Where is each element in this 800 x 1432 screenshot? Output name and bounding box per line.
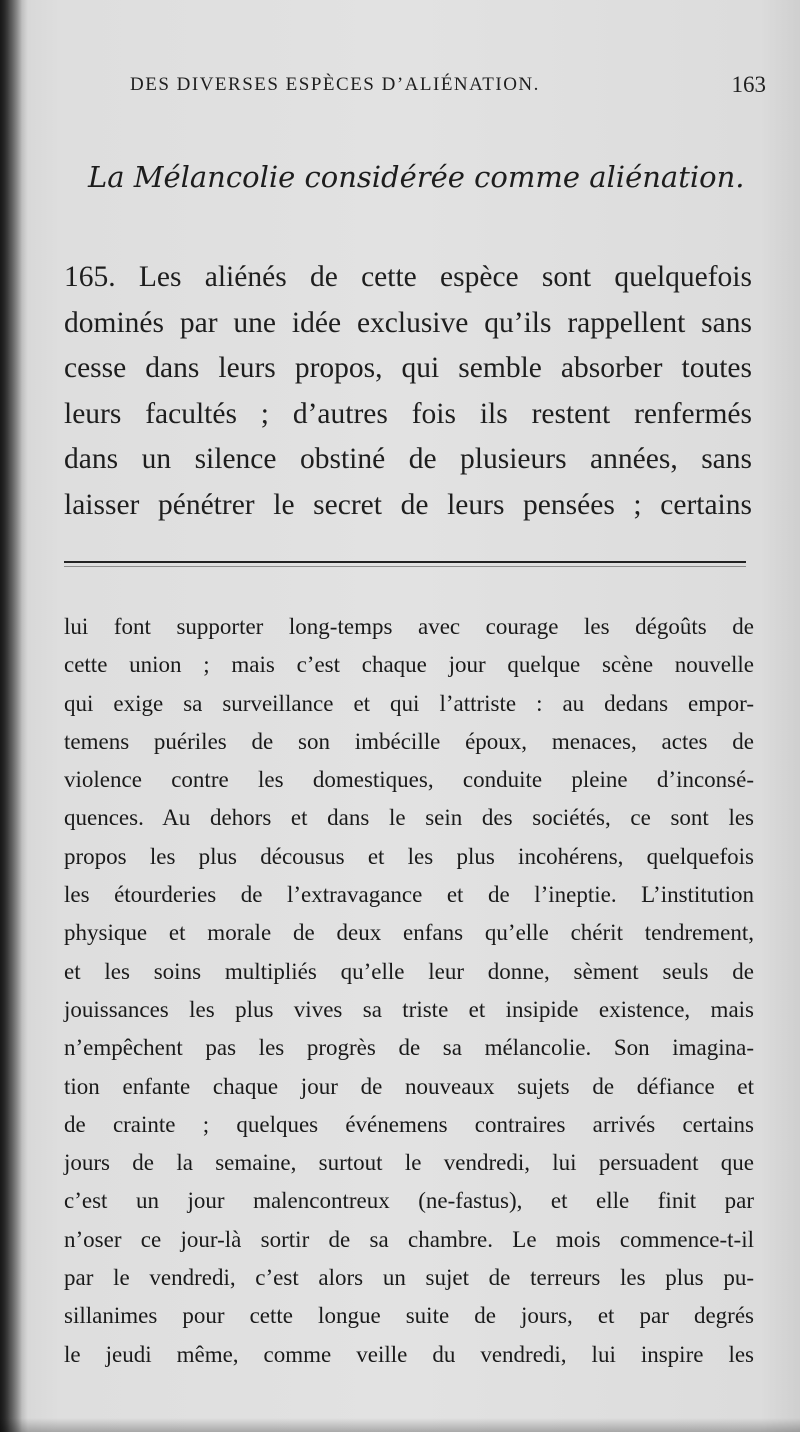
footnote-line: n’oser ce jour-là sortir de sa chambre. Le mois commence-t-il: [64, 1226, 754, 1252]
footnote-line: le jeudi même, comme veille du vendredi, lui inspire les: [64, 1341, 754, 1367]
section-heading: La Mélancolie considérée comme aliénation.: [88, 160, 745, 194]
main-text-line: cesse dans leurs propos, qui semble absorber toutes: [64, 352, 752, 384]
footnote-line: c’est un jour malencontreux (ne-fastus), et elle finit par: [64, 1188, 754, 1214]
footnote-line: jouissances les plus vives sa triste et insipide existence, mais: [64, 996, 754, 1022]
footnote-line: quences. Au dehors et dans le sein des sociétés, ce sont les: [64, 805, 754, 831]
main-text-line: 165. Les aliénés de cette espèce sont quelquefois: [64, 261, 752, 293]
footnote-line: tion enfante chaque jour de nouveaux sujets de défiance et: [64, 1073, 754, 1099]
main-text-line: leurs facultés ; d’autres fois ils restent renfermés: [64, 397, 752, 430]
main-text-line: dominés par une idée exclusive qu’ils rappellent sans: [64, 306, 752, 339]
footnote-rule: [64, 561, 746, 563]
footnote-line: n’empêchent pas les progrès de sa mélancolie. Son imagina-: [64, 1035, 754, 1061]
page-number: 163: [731, 72, 766, 97]
running-head-title: DES DIVERSES ESPÈCES D’ALIÉNATION.: [130, 74, 540, 95]
footnote-rule-shadow: [64, 566, 746, 567]
footnote-line: cette union ; mais c’est chaque jour quelque scène nouvelle: [64, 652, 754, 678]
footnote-line: physique et morale de deux enfans qu’elle chérit tendrement,: [64, 920, 754, 946]
footnote-block: [64, 608, 754, 1374]
footnote-line: temens puériles de son imbécille époux, menaces, actes de: [64, 728, 754, 754]
footnote-line: qui exige sa surveillance et qui l’attriste : au dedans empor-: [64, 690, 754, 716]
footnote-line: jours de la semaine, surtout le vendredi, lui persuadent que: [64, 1150, 754, 1176]
footnote-line: lui font supporter long-temps avec courage les dégoûts de: [64, 614, 754, 639]
page-gutter-shadow: [0, 0, 22, 1432]
main-paragraph: [64, 255, 752, 528]
footnote-line: violence contre les domestiques, conduite pleine d’inconsé-: [64, 767, 754, 793]
footnote-line: de crainte ; quelques événemens contraires arrivés certains: [64, 1111, 754, 1137]
running-head: [130, 74, 770, 104]
footnote-line: sillanimes pour cette longue suite de jours, et par degrés: [64, 1303, 754, 1329]
footnote-line: et les soins multipliés qu’elle leur donne, sèment seuls de: [64, 958, 754, 984]
footnote-line: propos les plus décousus et les plus incohérens, quelquefois: [64, 843, 754, 869]
footnote-line: par le vendredi, c’est alors un sujet de terreurs les plus pu-: [64, 1265, 754, 1291]
main-text-line: dans un silence obstiné de plusieurs années, sans: [64, 443, 752, 475]
main-text-line: laisser pénétrer le secret de leurs pensées ; certains: [64, 488, 752, 521]
footnote-line: les étourderies de l’extravagance et de l’ineptie. L’institution: [64, 882, 754, 908]
